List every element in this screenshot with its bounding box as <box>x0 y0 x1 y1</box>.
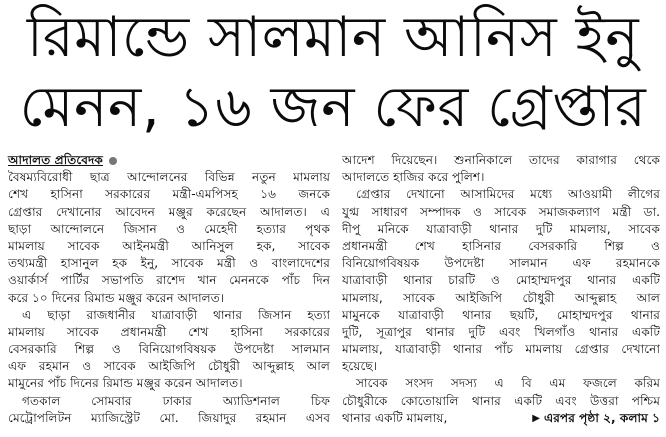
text-line: যাত্রাবাড়ী থানার চারটি ও মোহাম্মদপুর থানার একটি <box>342 273 660 288</box>
text-line: মামলায় সাবেক আইনমন্ত্রী আনিসুল হক, সাবেক <box>8 238 330 253</box>
text-line: মামলায়, সাবেক আইজিপি চৌধুরী আব্দুল্লাহ আল <box>342 290 660 305</box>
text-line: হয়েছে। <box>342 359 378 374</box>
continued-on-label: এরপর পৃষ্ঠা ২, কলাম ১ <box>543 410 660 425</box>
headline-line-2: মেনন, ১৬ জন ফের গ্রেপ্তার <box>19 75 647 140</box>
text-line: চৌধুরীকে কোতোয়ালি থানার একটি এবং উত্তরা পশ্চিম <box>342 393 660 408</box>
text-line: যুগ্ম সাধারণ সম্পাদক ও সাবেক সমাজকল্যাণ মন্ত্রী ডা. <box>342 204 660 219</box>
byline-row <box>8 152 330 169</box>
text-line: মামলায়, যাত্রাবাড়ী থানার পাঁচ মামলায় গ্রেপ্তার দেখানো <box>342 342 660 357</box>
jump-row <box>342 410 660 427</box>
text-line: সাবেক সংসদ সদস্য এ বি এম ফজলে করিম <box>356 376 660 391</box>
text-line: আদেশ দিয়েছেন। শুনানিকালে তাদের কারাগার থেকে <box>342 153 660 167</box>
text-line: আদালতে হাজির করে পুলিশ। <box>342 170 485 185</box>
text-line: ছাড়া আন্দোলনে জিসান ও মেহেদী হত্যার পৃথক <box>8 221 330 236</box>
text-line: বেসরকারি শিল্প ও বিনিয়োগবিষয়ক উপদেষ্টা সালমান <box>8 342 330 357</box>
text-line: এ ছাড়া রাজধানীর যাত্রাবাড়ী থানার জিসান হত্যা <box>22 307 330 322</box>
article-left-column <box>8 152 330 427</box>
bullet-dot-icon <box>109 157 117 165</box>
text-line: মামলায় সাবেক প্রধানমন্ত্রী শেখ হাসিনা সরকারের <box>8 324 330 339</box>
text-line: গ্রেপ্তার দেখানো আসামিদের মধ্যে আওয়ামী লীগের <box>356 187 660 202</box>
text-line: তথ্যমন্ত্রী হাসানুল হক ইনু, সাবেক মন্ত্রী ও বাংলাদেশের <box>8 256 330 271</box>
byline: আদালত প্রতিবেদক <box>8 153 103 167</box>
text-line: দীপু মনিকে যাত্রাবাড়ী থানার দুটি মামলায়, সাবেক <box>342 221 660 236</box>
text-line: ওয়ার্কার্স পার্টির সভাপতি রাশেদ খান মেননকে পাঁচ দিন <box>8 273 330 288</box>
text-line: দুটি, সূত্রাপুর থানার দুটি এবং খিলগাঁও থানার একটি <box>342 324 660 339</box>
left-column-text <box>8 169 330 427</box>
text-line: বিনিয়োগবিষয়ক উপদেষ্টা সালমান এফ রহমানকে <box>342 256 660 271</box>
headline-line-1: রিমান্ডে সালমান আনিস ইনু <box>26 5 640 70</box>
article-right-column <box>342 152 660 427</box>
text-line: মামুনকে যাত্রাবাড়ী থানার ছয়টি, মোহাম্মদপুর থানার <box>342 307 660 322</box>
text-line: বৈষম্যবিরোধী ছাত্র আন্দোলনের বিভিন্ন নতুন মামলায় <box>8 170 330 185</box>
arrow-right-icon: ▶ <box>532 412 540 424</box>
text-line: শেখ হাসিনা সরকারের মন্ত্রী-এমপিসহ ১৬ জনকে <box>8 187 330 202</box>
text-line: গ্রেপ্তার দেখানোর আবেদন মঞ্জুর করেছেন আদালত। এ <box>8 204 330 219</box>
text-line: এফ রহমান ও সাবেক আইজিপি চৌধুরী আব্দুল্লাহ আল <box>8 359 330 374</box>
text-line: গতকাল সোমবার ঢাকার অ্যাডিশনাল চিফ <box>22 393 330 408</box>
text-line: প্রধানমন্ত্রী শেখ হাসিনার বেসরকারি শিল্প ও <box>342 238 660 253</box>
text-line: করে ১০ দিনের রিমান্ড মঞ্জুর করেন আদালত। <box>8 290 225 305</box>
right-last-line: থানার একটি মামলায়, <box>342 410 448 425</box>
right-column-text <box>342 152 660 410</box>
text-line: মেট্রোপলিটন ম্যাজিস্ট্রেট মো. জিয়াদুর রহমান এসব <box>8 410 330 425</box>
text-line: মামুনের পাঁচ দিনের রিমান্ড মঞ্জুর করেন আদালত। <box>8 376 243 391</box>
